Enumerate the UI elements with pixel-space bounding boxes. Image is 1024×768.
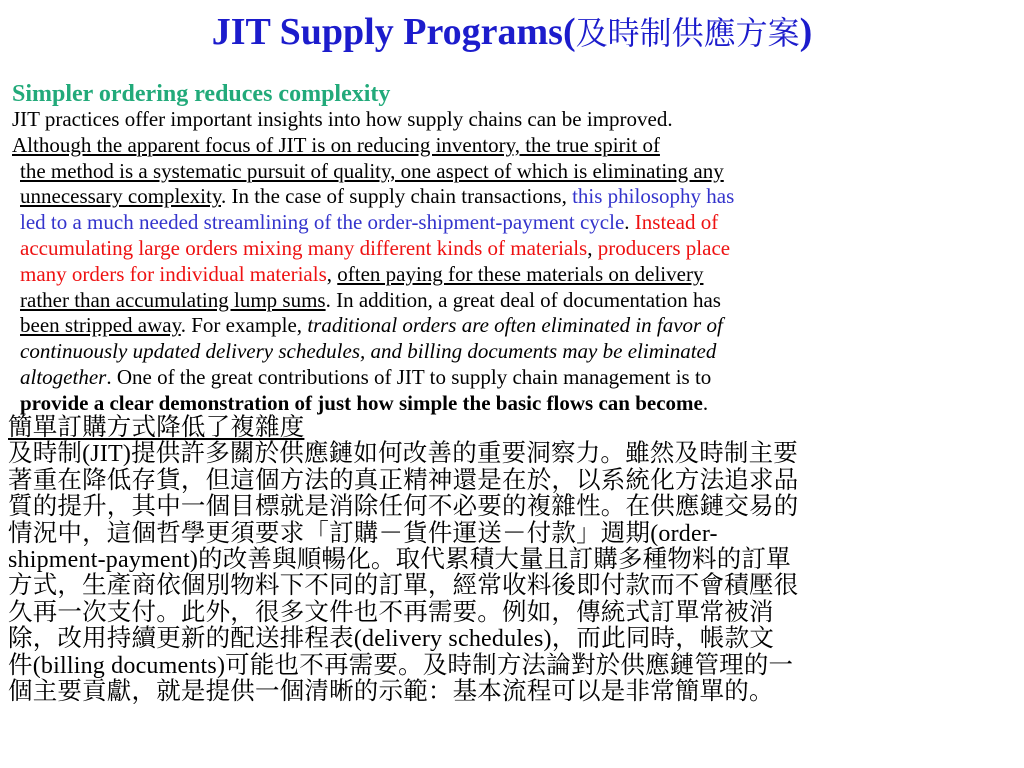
text-run: 除，改用持續更新的配送排程表	[8, 625, 354, 652]
english-paragraph	[0, 107, 1024, 417]
text-run: Instead of	[634, 210, 719, 235]
text-run: the method is a systematic pursuit of quality, one aspect of which is eliminating any	[20, 158, 724, 183]
text-run: ,	[326, 261, 338, 286]
chinese-heading	[8, 414, 1018, 440]
text-run: 簡單訂購方式降低了複雜度	[8, 414, 305, 441]
text-run: 件	[8, 651, 33, 678]
chinese-paragraph	[8, 414, 1018, 704]
text-run: 提供許多關於供應鏈如何改善的重要洞察力。雖然及時制主要	[131, 440, 798, 467]
english-line	[0, 107, 1024, 133]
text-run: continuously updated delivery schedules, and billing documents may be eliminated	[20, 339, 717, 364]
chinese-line	[8, 652, 1018, 678]
text-run: (delivery schedules)	[353, 626, 552, 652]
text-run: traditional orders are often eliminated in favor of	[307, 313, 723, 338]
english-line	[0, 339, 1024, 365]
text-run: (order-	[650, 520, 718, 546]
chinese-line	[8, 625, 1018, 651]
text-run: ,	[587, 235, 598, 260]
english-line	[0, 365, 1024, 391]
text-run: led to a much needed streamlining of the order-shipment-payment cycle	[20, 210, 625, 235]
text-run: 久再一次支付。此外，很多文件也不再需要。例如，傳統式訂單常被消	[8, 598, 774, 626]
text-run: 可能也不再需要。及時制方法論對於供應鏈管理的一	[225, 651, 794, 678]
text-run: accumulating large orders mixing many different kinds of materials	[20, 235, 588, 260]
english-line	[0, 184, 1024, 210]
text-run: often paying for these materials on delivery	[337, 261, 704, 286]
title-zh: 及時制供應方案	[575, 14, 800, 52]
text-run: ，而此同時，帳款文	[551, 625, 775, 652]
english-line	[0, 313, 1024, 339]
english-line	[0, 262, 1024, 288]
text-run: . For example,	[180, 313, 308, 338]
text-run: shipment-payment)	[8, 546, 199, 573]
english-line	[0, 288, 1024, 314]
text-run: rather than accumulating lump sums	[20, 287, 326, 312]
text-run: .	[624, 210, 635, 235]
chinese-line	[8, 599, 1018, 625]
english-line	[0, 133, 1024, 159]
chinese-line	[8, 520, 1018, 546]
text-run: 質的提升，其中一個目標就是消除任何不必要的複雜性。在供應鏈交易的	[8, 493, 799, 520]
text-run: altogether	[20, 364, 107, 389]
text-run: . One of the great contributions of JIT to supply chain management is to	[106, 364, 712, 389]
chinese-line	[8, 678, 1018, 704]
english-line	[0, 236, 1024, 262]
title-en: JIT Supply Programs(	[211, 11, 576, 53]
text-run: 個主要貢獻，就是提供一個清晰的示範：基本流程可以是非常簡單的。	[8, 677, 774, 705]
text-run: JIT practices offer important insights into how supply chains can be improved.	[12, 107, 673, 131]
english-line	[0, 391, 1024, 417]
english-line	[0, 210, 1024, 236]
text-run: . In the case of supply chain transactions,	[221, 184, 573, 209]
title-close: )	[799, 11, 813, 53]
chinese-line	[8, 572, 1018, 598]
text-run: provide a clear demonstration of just how simple the basic flows can become	[20, 390, 703, 415]
text-run: unnecessary complexity	[20, 184, 221, 209]
text-run: (JIT)	[82, 441, 132, 467]
text-run: . In addition, a great deal of documentation has	[325, 287, 721, 312]
english-line	[0, 159, 1024, 185]
text-run: 著重在降低存貨，但這個方法的真正精神還是在於，以系統化方法追求品	[8, 466, 799, 494]
subtitle: Simpler ordering reduces complexity	[12, 81, 391, 107]
text-run: producers place	[597, 235, 731, 260]
text-run: 的改善與順暢化。取代累積大量且訂購多種物料的訂單	[198, 545, 791, 573]
text-run: been stripped away	[20, 313, 181, 338]
text-run: many orders for individual materials	[20, 261, 327, 286]
text-run: (billing documents)	[32, 652, 226, 678]
text-run: 情況中，這個哲學更須要求「訂購－貨件運送－付款」週期	[8, 519, 651, 546]
text-run: this philosophy has	[572, 184, 735, 209]
chinese-line	[8, 546, 1018, 572]
text-run: 方式，生產商依個別物料下不同的訂單，經常收料後即付款而不會積壓很	[8, 572, 799, 599]
chinese-line	[8, 467, 1018, 493]
chinese-line	[8, 493, 1018, 519]
chinese-line	[8, 440, 1018, 466]
text-run: Although the apparent focus of JIT is on reducing inventory, the true spirit of	[12, 132, 660, 157]
text-run: 及時制	[8, 440, 83, 467]
text-run: .	[702, 390, 709, 415]
slide-title	[0, 8, 1024, 57]
